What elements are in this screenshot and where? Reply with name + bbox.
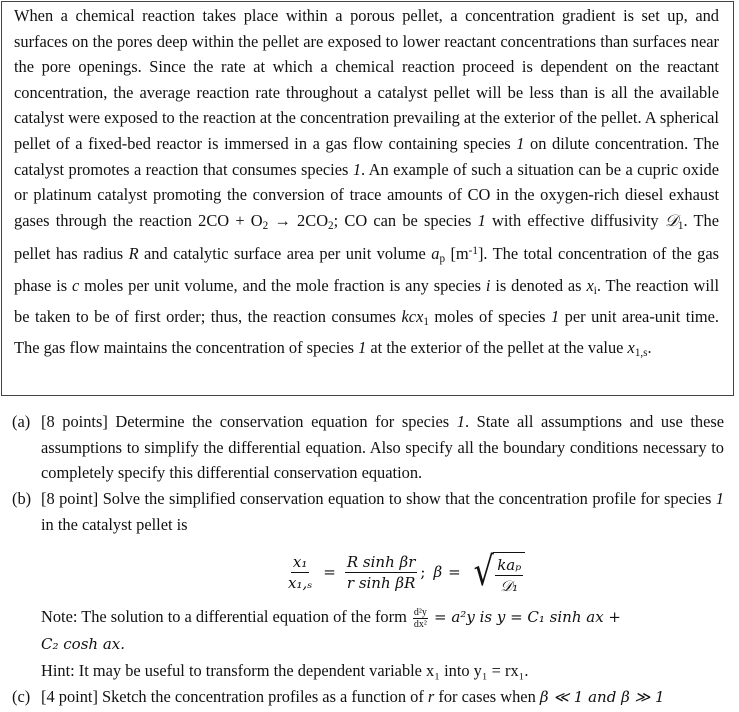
- beta-square-root: √ $\frac{\text{kaₚ}}{\text{𝒟₁}}$: [471, 546, 526, 598]
- sinh-ratio: $\frac{\text{R sinh βr}}{\text{r sinh βR}}$: [346, 552, 416, 592]
- part-c-text: [4 point] Sketch the concentration profiles as a function of r for cases when β ≪ 1 and β ≫ 1: [41, 687, 665, 706]
- part-a-text: [8 points] Determine the conservation equation for species 1. State all assumptions and use these assumptions to simplify the differential equation. Also specify all the boundary conditions necessary to completely specify this differential conservation equation.: [41, 412, 724, 483]
- hint-line: Hint: It may be useful to transform the dependent variable x₁ into y₁ = rx₁.: [41, 661, 529, 680]
- part-c-label: (c): [12, 687, 31, 706]
- mole-fraction-ratio: $\frac{\text{x₁}}{\text{x₁,ₛ}}$: [288, 552, 313, 592]
- question-part-c: [12, 684, 724, 711]
- part-a-label: (a): [12, 412, 31, 431]
- problem-intro-paragraph: When a chemical reaction takes place within a porous pellet, a concentration gradient is set up, and surfaces on the pores deep within the pellet are exposed to lower reactant concentrations than surfaces near the pore openings. Since the rate at which a chemical reaction proceed is dependent on the reactant concentration, the average reaction rate throughout a catalyst pellet will be less than is all the available catalyst were exposed to the reaction at the concentration prevailing at the exterior of the pellet. A spherical pellet of a fixed-bed reactor is immersed in a gas flow containing species 1 on dilute concentration. The catalyst promotes a reaction that consumes species 1. An example of such a situation can be a cupric oxide or platinum catalyst promoting the conversion of trace amounts of CO in the oxygen-rich diesel exhaust gases through the reaction $2CO + O_2 \to 2CO_2$; CO can be species 1 with effective diffusivity 𝒟$_1$. The pellet has radius R and catalytic surface area per unit volume $a_p$ $[m^{-1}]$. The total concentration of the gas phase is c moles per unit volume, and the mole fraction is any species i is denoted as $x_i$. The reaction will be taken to be of first order; thus, the reaction consumes kcx$_1$ moles of species 1 per unit area-unit time. The gas flow maintains the concentration of species 1 at the exterior of the pellet at the value $x_{1,s}$.: [14, 6, 720, 360]
- concentration-profile-equation: $\frac{\text{x₁}}{\text{x₁,ₛ}}$ = $\frac{\text{R sinh βr}}{\text{r sinh βR}}$ ; β = √ $\frac{\text{kaₚ}}{\text{𝒟₁}}$: [283, 544, 525, 600]
- part-b-text: [8 point] Solve the simplified conservation equation to show that the concentration profile for species 1 in the catalyst pellet is: [41, 489, 724, 534]
- second-derivative: $\frac{\text{d²y}}{\text{dx²}}$: [413, 606, 427, 630]
- question-part-b: [12, 486, 724, 537]
- part-b-label: (b): [12, 489, 32, 508]
- question-part-a: [12, 409, 724, 486]
- solution-note: Note: The solution to a differential equation of the form $\frac{\text{d²y}}{\text{dx²}}$ = a²y is y = C₁ sinh ax + C₂ cosh ax.: [41, 606, 621, 653]
